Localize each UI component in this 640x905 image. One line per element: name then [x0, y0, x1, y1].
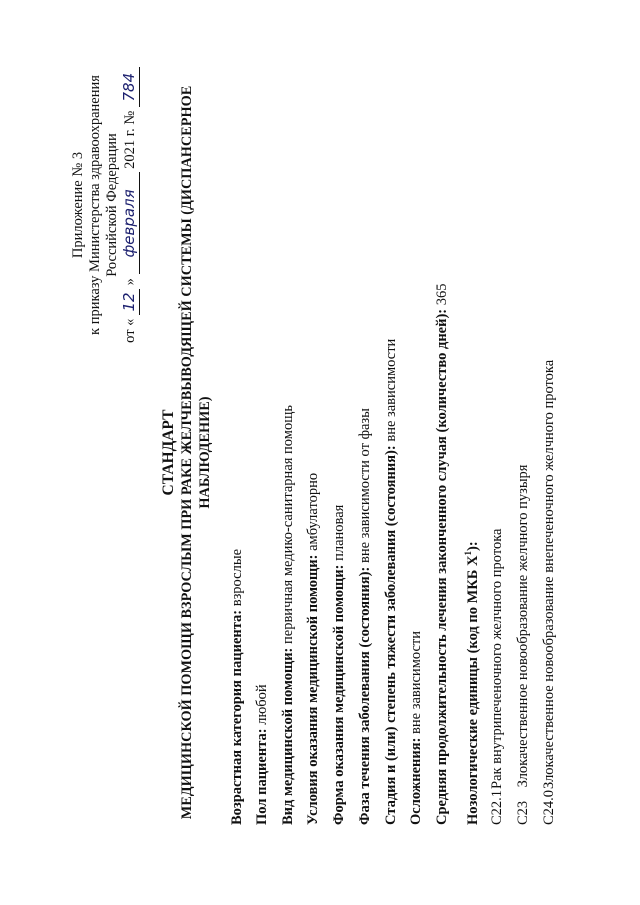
field-value: вне зависимости [383, 338, 399, 442]
order-number-field [121, 67, 140, 107]
field-care-type [279, 405, 297, 825]
field-sex [253, 684, 271, 825]
icd-description: Злокачественное новообразование желчного пузыря [515, 464, 531, 788]
field-disease-phase [356, 408, 374, 825]
field-value: первичная медико-санитарная помощь [280, 405, 296, 644]
field-care-conditions [304, 473, 322, 825]
order-number: 784 [120, 72, 138, 102]
standard-subtitle-end: НАБЛЮДЕНИЕ) [197, 396, 213, 509]
field-value: плановая [331, 504, 347, 561]
date-year: 2021 г. № [122, 110, 138, 169]
standard-subtitle: МЕДИЦИНСКОЙ ПОМОЩИ ВЗРОСЛЫМ ПРИ РАКЕ ЖЕЛЧЕВЫВОДЯЩЕЙ СИСТЕМЫ (ДИСПАНСЕРНОЕ [179, 85, 195, 820]
field-value: любой [254, 684, 270, 725]
appendix-order-ref: к приказу Министерства здравоохранения [87, 75, 103, 335]
nosology-heading [459, 541, 482, 825]
field-duration [433, 284, 451, 826]
standard-title: СТАНДАРТ [160, 409, 177, 496]
field-value: вне зависимости от фазы [357, 408, 373, 564]
date-prefix: от « [122, 318, 138, 343]
date-day: 12 [120, 292, 138, 312]
date-mid: » [122, 278, 138, 286]
field-label: Условия оказания медицинской помощи: [305, 554, 321, 825]
nosology-item [514, 465, 532, 825]
nosology-item [488, 529, 506, 826]
field-label: Стадия и (или) степень тяжести заболевания (состояния): [383, 445, 399, 825]
date-day-field [121, 289, 140, 315]
field-label: Фаза течения заболевания (состояния): [357, 566, 373, 825]
field-label: Средняя продолжительность лечения законченного случая (количество дней): [434, 308, 450, 825]
field-label: Возрастная категория пациента: [229, 609, 245, 825]
field-label: Осложнения: [408, 737, 424, 825]
icd-description: Рак внутрипеченочного желчного протока [489, 528, 505, 789]
icd-code: C23 [515, 800, 531, 825]
field-value: 365 [434, 283, 450, 306]
field-value: вне зависимости [408, 630, 424, 734]
field-care-form [330, 505, 348, 825]
nosology-label-end: ): [464, 541, 481, 551]
field-complications [407, 631, 425, 825]
field-label: Пол пациента: [254, 728, 270, 825]
field-value: амбулаторно [305, 472, 321, 551]
date-month: февраля [120, 189, 138, 258]
icd-description: Злокачественное новообразование внепеченочного желчного протока [541, 359, 557, 789]
field-label: Вид медицинской помощи: [280, 647, 296, 825]
field-age-category [228, 549, 246, 825]
appendix-ministry: Российской Федерации [104, 133, 120, 277]
nosology-item [540, 360, 558, 825]
field-severity [382, 339, 400, 825]
nosology-label: Нозологические единицы (код по МКБ Х [464, 555, 481, 825]
appendix-date-line [121, 55, 140, 355]
appendix-number: Приложение № 3 [70, 151, 86, 259]
nosology-footnote-mark: 1 [463, 551, 473, 556]
icd-code: C22.1 [489, 789, 505, 825]
icd-code: C24.0 [541, 789, 557, 825]
field-label: Форма оказания медицинской помощи: [331, 564, 347, 825]
date-month-field [121, 172, 140, 274]
field-value: взрослые [229, 548, 245, 607]
